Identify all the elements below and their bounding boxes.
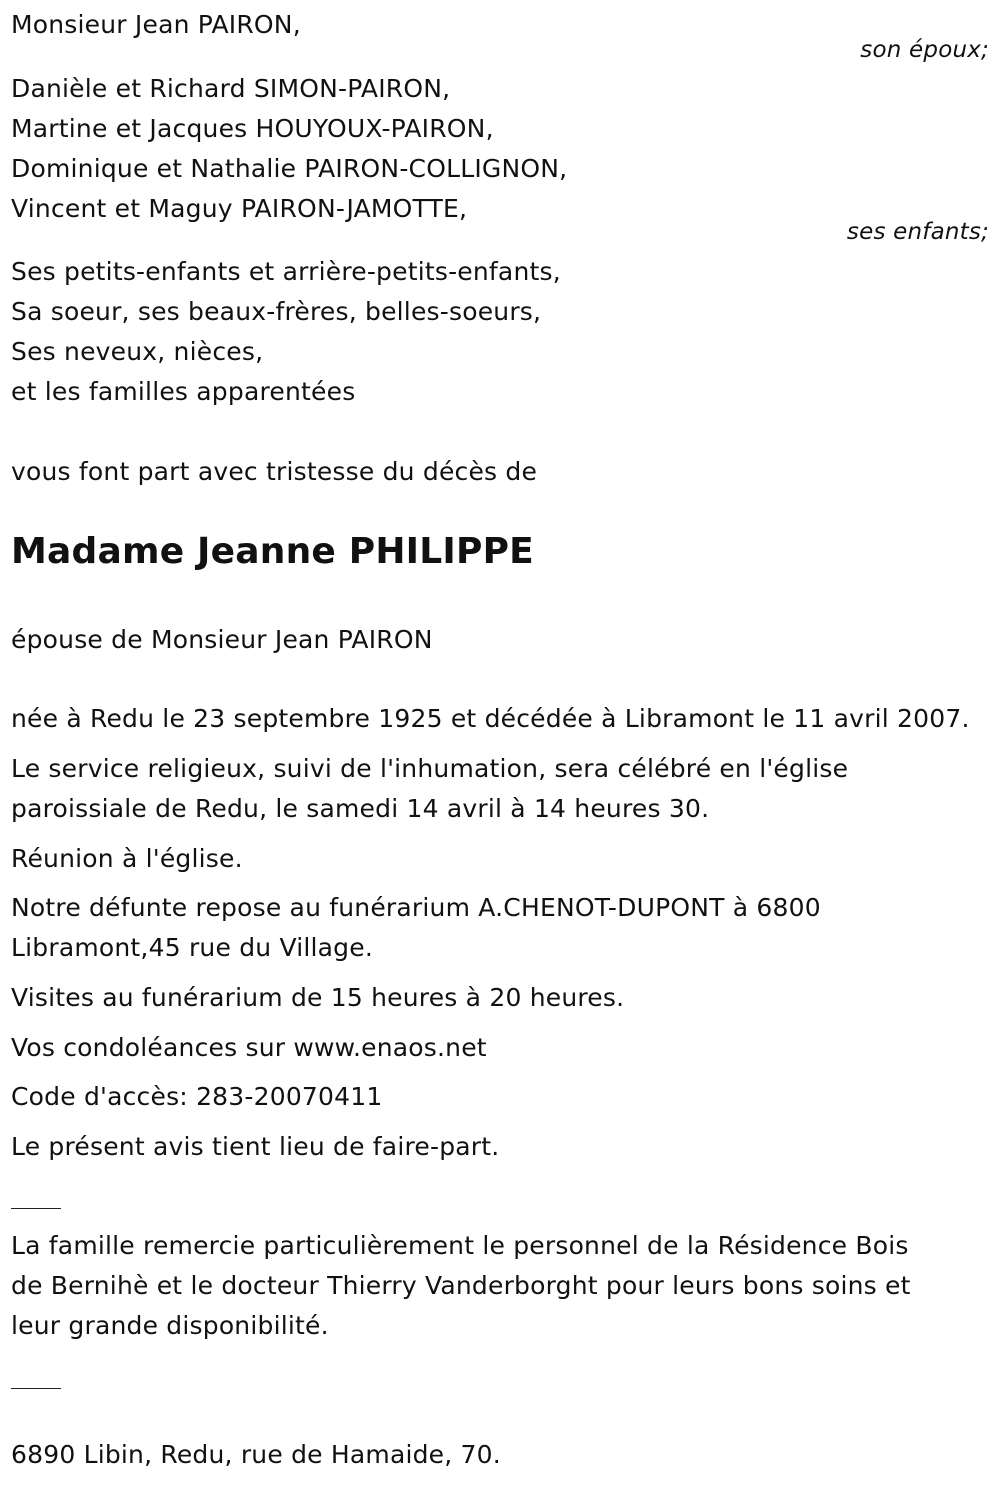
relatives-line: Ses neveux, nièces, — [11, 337, 264, 366]
access-code: Code d'accès: 283-20070411 — [11, 1082, 383, 1111]
address: 6890 Libin, Redu, rue de Hamaide, 70. — [11, 1440, 501, 1469]
rest-line: Libramont,45 rue du Village. — [11, 933, 373, 962]
relatives-line: Sa soeur, ses beaux-frères, belles-soeurs, — [11, 297, 542, 326]
thanks-line: de Bernihè et le docteur Thierry Vanderborght pour leurs bons soins et — [11, 1271, 911, 1300]
meeting: Réunion à l'église. — [11, 844, 243, 873]
condolences: Vos condoléances sur www.enaos.net — [11, 1033, 487, 1062]
child-line: Vincent et Maguy PAIRON-JAMOTTE, — [11, 194, 468, 223]
children-role: ses enfants; — [846, 219, 989, 245]
service-line: paroissiale de Redu, le samedi 14 avril à 14 heures 30. — [11, 794, 710, 823]
service-line: Le service religieux, suivi de l'inhumation, sera célébré en l'église — [11, 754, 849, 783]
child-line: Danièle et Richard SIMON-PAIRON, — [11, 74, 451, 103]
rest-line: Notre défunte repose au funérarium A.CHENOT-DUPONT à 6800 — [11, 893, 821, 922]
relatives-line: et les familles apparentées — [11, 377, 356, 406]
spouse-name: Monsieur Jean PAIRON, — [11, 10, 301, 39]
spouse-role: son époux; — [860, 37, 989, 63]
separator — [11, 1388, 61, 1389]
relatives-line: Ses petits-enfants et arrière-petits-enfants, — [11, 257, 561, 286]
notice: Le présent avis tient lieu de faire-part. — [11, 1132, 500, 1161]
thanks-line: leur grande disponibilité. — [11, 1311, 329, 1340]
birth-death: née à Redu le 23 septembre 1925 et décédée à Libramont le 11 avril 2007. — [11, 704, 970, 733]
child-line: Dominique et Nathalie PAIRON-COLLIGNON, — [11, 154, 568, 183]
announcement: vous font part avec tristesse du décès de — [11, 457, 538, 486]
thanks-line: La famille remercie particulièrement le personnel de la Résidence Bois — [11, 1231, 909, 1260]
deceased-name: Madame Jeanne PHILIPPE — [11, 531, 534, 572]
spouse-of: épouse de Monsieur Jean PAIRON — [11, 625, 433, 654]
visits: Visites au funérarium de 15 heures à 20 heures. — [11, 983, 625, 1012]
child-line: Martine et Jacques HOUYOUX-PAIRON, — [11, 114, 494, 143]
separator — [11, 1208, 61, 1209]
